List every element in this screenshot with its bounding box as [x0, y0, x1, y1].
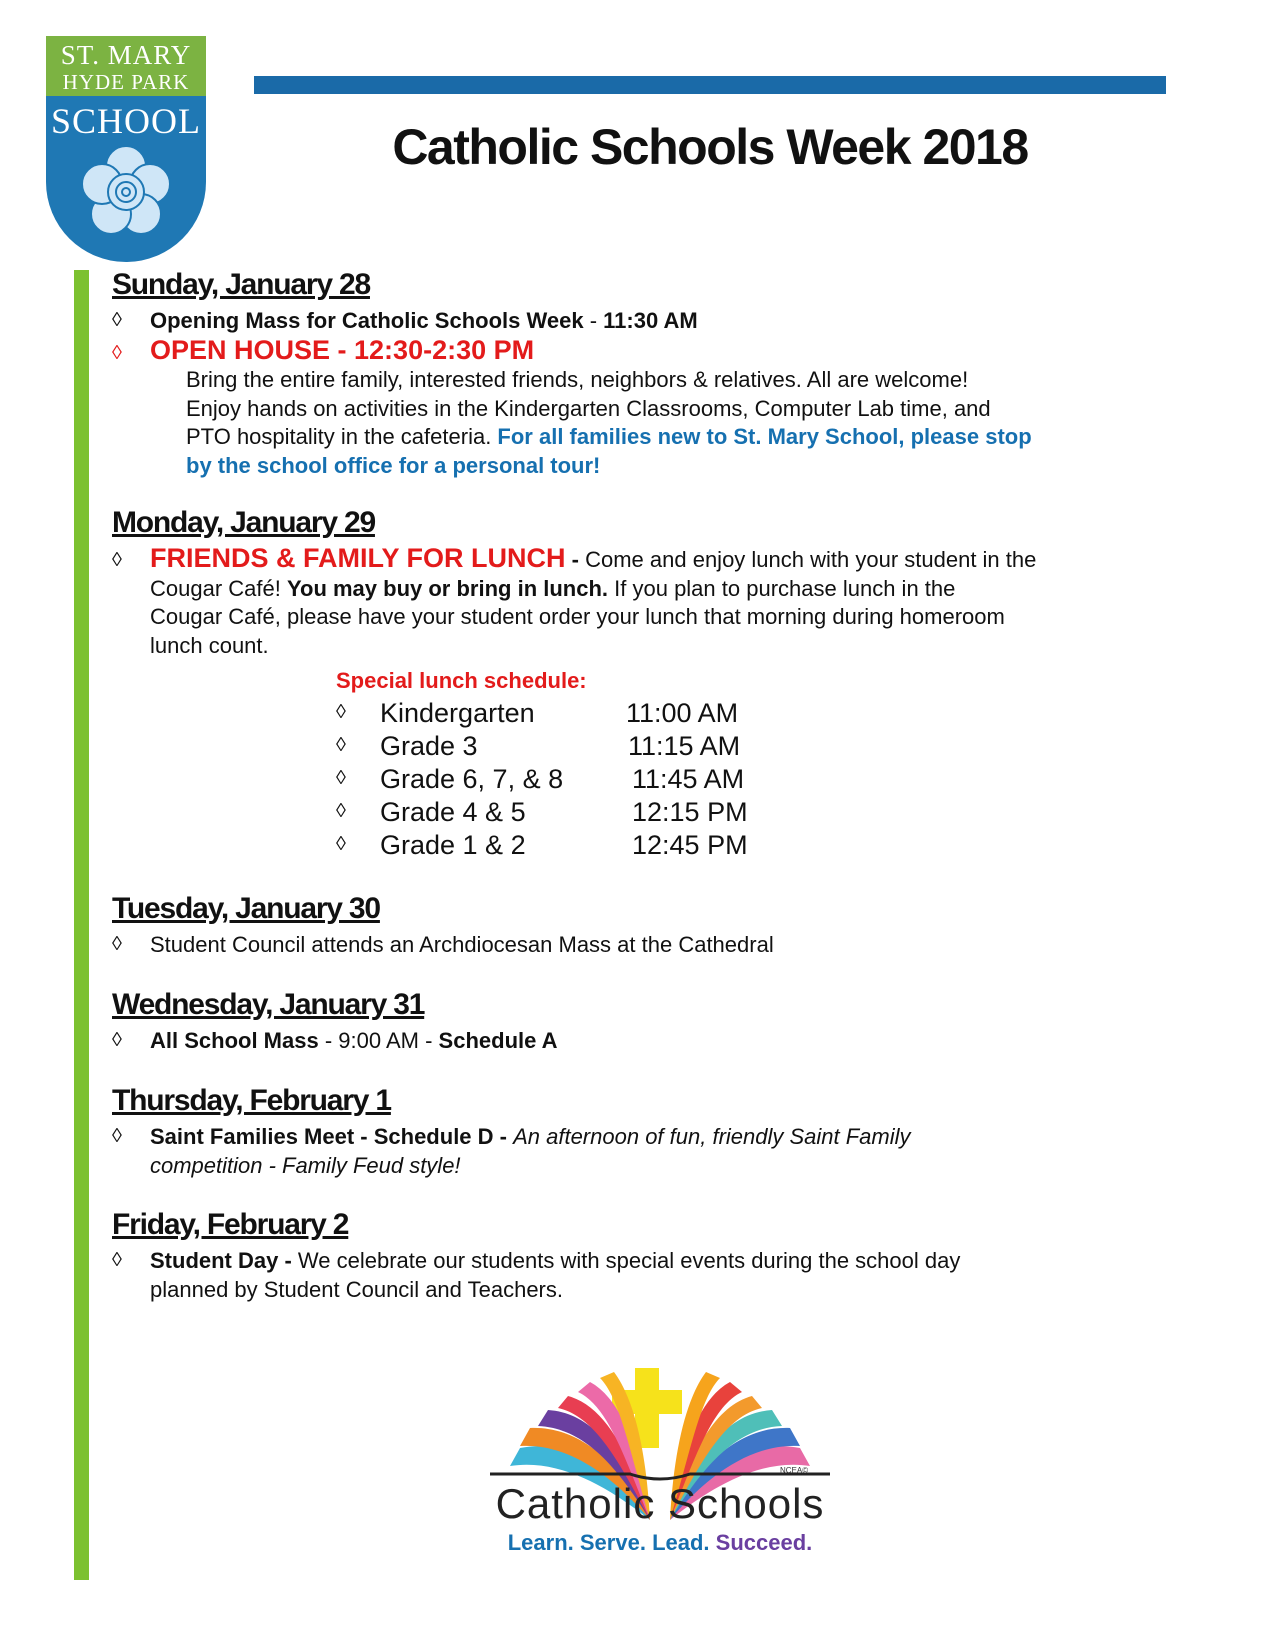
bullet: ◊ — [112, 342, 122, 364]
tagline-word: Succeed. — [715, 1530, 813, 1555]
schedule-grade: Grade 1 & 2 — [380, 830, 526, 860]
bullet: ◊ — [112, 1029, 122, 1051]
schedule-grade: Grade 3 — [380, 731, 478, 761]
ncea-mark: NCEA© — [780, 1466, 809, 1475]
bullet: ◊ — [336, 833, 346, 855]
tagline — [490, 1530, 830, 1556]
event-label: All School Mass — [150, 1028, 319, 1053]
new-families-note: For all families new to St. Mary School, please stop — [497, 424, 1032, 449]
day-heading-sunday: Sunday, January 28 — [112, 268, 370, 301]
event-description: An afternoon of fun, friendly Saint Family — [513, 1124, 911, 1149]
crest-line-2: HYDE PARK — [62, 70, 190, 94]
open-house-description — [186, 366, 1146, 480]
open-house-label: OPEN HOUSE - 12:30-2:30 PM — [150, 335, 535, 365]
bullet: ◊ — [336, 701, 346, 723]
crest-line-3: SCHOOL — [50, 101, 202, 141]
day-heading-tuesday: Tuesday, January 30 — [112, 892, 380, 925]
schedule-time: 11:45 AM — [632, 764, 745, 794]
separator: - — [565, 547, 586, 572]
separator: - — [278, 1248, 298, 1273]
side-accent-bar — [74, 270, 89, 1580]
schedule-time: 11:15 AM — [628, 731, 741, 761]
paragraph-line: Enjoy hands on activities in the Kindergarten Classrooms, Computer Lab time, and — [186, 395, 991, 421]
paragraph-line: Come and enjoy lunch with your student in the — [585, 547, 1037, 572]
lunch-schedule-label: Special lunch schedule: — [336, 668, 587, 693]
bullet: ◊ — [336, 800, 346, 822]
schedule-grade: Kindergarten — [380, 698, 535, 728]
day-heading-friday: Friday, February 2 — [112, 1208, 349, 1241]
event-time: - 9:00 AM - — [318, 1028, 439, 1053]
separator: - — [583, 308, 604, 333]
schedule-time: 12:15 PM — [632, 797, 748, 827]
new-families-note: by the school office for a personal tour! — [186, 452, 601, 478]
bullet: ◊ — [112, 309, 122, 331]
day-heading-wednesday: Wednesday, January 31 — [112, 988, 425, 1021]
schedule-grade: Grade 6, 7, & 8 — [380, 764, 564, 794]
bullet: ◊ — [112, 549, 122, 571]
bullet: ◊ — [336, 734, 346, 756]
day-heading-monday: Monday, January 29 — [112, 506, 375, 539]
page-title: Catholic Schools Week 2018 — [392, 119, 1028, 175]
tagline-word: Learn. — [507, 1530, 574, 1555]
bullet: ◊ — [112, 933, 122, 955]
header-rule — [254, 76, 1166, 94]
event-text: Student Council attends an Archdiocesan Mass at the Cathedral — [150, 932, 774, 957]
schedule-grade: Grade 4 & 5 — [380, 797, 526, 827]
schedule-time: 12:45 PM — [632, 830, 748, 860]
schedule-name: Schedule A — [438, 1028, 558, 1053]
tagline-word: Lead. — [652, 1530, 710, 1555]
lunch-option-note: You may buy or bring in lunch. — [286, 575, 609, 601]
event-label: Saint Families Meet - Schedule D - — [150, 1124, 514, 1149]
event-description: planned by Student Council and Teachers. — [150, 1277, 563, 1302]
event-description: competition - Family Feud style! — [150, 1153, 461, 1178]
event-label: Opening Mass for Catholic Schools Week — [150, 308, 584, 333]
event-label: Student Day — [150, 1248, 279, 1273]
crest-line-1: ST. MARY — [60, 40, 192, 70]
paragraph-line: Cougar Café, please have your student order your lunch that morning during homeroom — [150, 604, 1005, 629]
lunch-title: FRIENDS & FAMILY FOR LUNCH — [150, 543, 566, 573]
paragraph-line: If you plan to purchase lunch in the — [608, 575, 956, 601]
bullet: ◊ — [112, 1125, 122, 1147]
school-crest — [46, 36, 206, 262]
catholic-schools-wordmark: Catholic Schools — [495, 1480, 825, 1527]
bullet: ◊ — [336, 767, 346, 789]
schedule-time: 11:00 AM — [626, 698, 739, 728]
paragraph-line: lunch count. — [150, 632, 269, 658]
paragraph-line: Cougar Café! — [150, 575, 287, 601]
event-description: We celebrate our students with special events during the school day — [297, 1248, 961, 1273]
bullet: ◊ — [112, 1249, 122, 1271]
tagline-word: Serve. — [579, 1530, 646, 1555]
paragraph-line: Bring the entire family, interested friends, neighbors & relatives. All are welcome! — [186, 367, 969, 392]
day-heading-thursday: Thursday, February 1 — [112, 1084, 391, 1117]
paragraph-line: PTO hospitality in the cafeteria. — [186, 424, 498, 449]
event-time: 11:30 AM — [603, 308, 698, 333]
rose-icon — [78, 144, 174, 240]
